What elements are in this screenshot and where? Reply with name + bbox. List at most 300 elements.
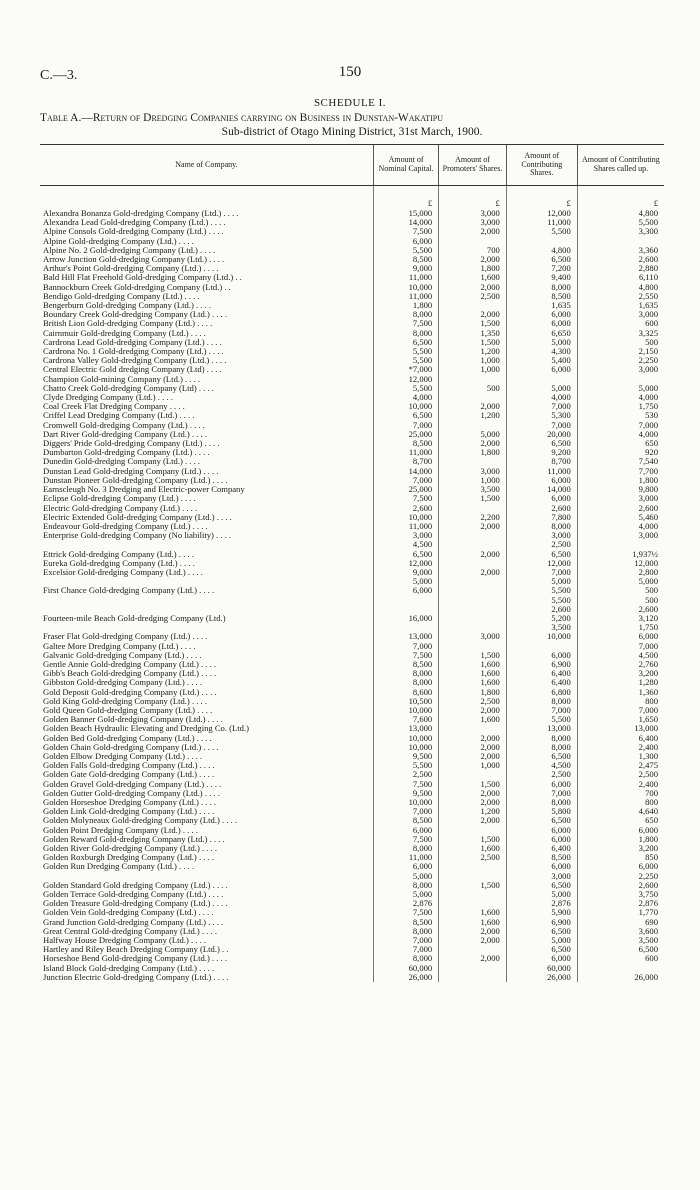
- promoters-shares-cell: [439, 724, 507, 733]
- promoters-shares-cell: 2,000: [439, 743, 507, 752]
- promoters-shares-cell: 3,000: [439, 218, 507, 227]
- table-row: [40, 780, 664, 789]
- promoters-shares-cell: [439, 945, 507, 954]
- nominal-capital-cell: 14,000: [373, 467, 438, 476]
- company-name-cell: Golden Standard Gold dredging Company (Ltd.) . . . .: [43, 880, 228, 890]
- company-name-cell: Golden Link Gold-dredging Company (Ltd.) . . . .: [43, 807, 215, 817]
- company-name-cell: Golden Treasure Gold-dredging Company (Ltd.) . . . .: [43, 899, 228, 909]
- contributing-shares-cell: 6,500: [506, 945, 577, 954]
- table-row: [40, 504, 664, 513]
- contributing-shares-cell: 6,500: [506, 752, 577, 761]
- called-up-cell: 5,000: [577, 384, 664, 393]
- called-up-cell: 6,000: [577, 632, 664, 641]
- called-up-cell: 2,400: [577, 743, 664, 752]
- called-up-cell: 3,500: [577, 936, 664, 945]
- company-name-cell: Gold Queen Gold-dredging Company (Ltd.) . . . .: [43, 705, 213, 715]
- table-row: [40, 329, 664, 338]
- contributing-shares-cell: 3,000: [506, 531, 577, 540]
- table-row: [40, 513, 664, 522]
- contributing-shares-cell: 8,000: [506, 798, 577, 807]
- promoters-shares-cell: 1,600: [439, 273, 507, 282]
- called-up-cell: 3,360: [577, 246, 664, 255]
- promoters-shares-cell: [439, 237, 507, 246]
- promoters-shares-cell: 1,600: [439, 678, 507, 687]
- company-name-cell: Boundary Creek Gold-dredging Company (Ltd.) . . . .: [43, 310, 228, 320]
- table-row: [40, 586, 664, 595]
- called-up-cell: 530: [577, 411, 664, 420]
- contributing-shares-cell: 4,800: [506, 246, 577, 255]
- called-up-cell: 650: [577, 816, 664, 825]
- company-name-cell: Halfway House Dredging Company (Ltd.) . . . .: [43, 936, 207, 946]
- table-row: [40, 319, 664, 328]
- contributing-shares-cell: 7,800: [506, 513, 577, 522]
- contributing-shares-cell: 1,635: [506, 301, 577, 310]
- called-up-cell: 800: [577, 697, 664, 706]
- nominal-capital-cell: 13,000: [373, 724, 438, 733]
- contributing-shares-cell: 11,000: [506, 218, 577, 227]
- nominal-capital-cell: 7,500: [373, 651, 438, 660]
- called-up-cell: 3,600: [577, 927, 664, 936]
- nominal-capital-cell: 10,000: [373, 402, 438, 411]
- nominal-capital-cell: 8,000: [373, 844, 438, 853]
- called-up-cell: 1,360: [577, 688, 664, 697]
- table-row: [40, 816, 664, 825]
- contributing-shares-cell: 12,000: [506, 209, 577, 218]
- nominal-capital-cell: 9,000: [373, 264, 438, 273]
- table-row: [40, 218, 664, 227]
- company-name-cell: Golden Gate Gold-dredging Company (Ltd.) . . . .: [43, 770, 215, 780]
- contributing-shares-cell: 8,000: [506, 697, 577, 706]
- table-row: [40, 246, 664, 255]
- table-row: [40, 918, 664, 927]
- nominal-capital-cell: 10,000: [373, 283, 438, 292]
- promoters-shares-cell: 2,000: [439, 954, 507, 963]
- contributing-shares-cell: 8,500: [506, 292, 577, 301]
- nominal-capital-cell: 15,000: [373, 209, 438, 218]
- nominal-capital-cell: 25,000: [373, 430, 438, 439]
- called-up-cell: 500: [577, 586, 664, 595]
- called-up-cell: 1,635: [577, 301, 664, 310]
- company-name-cell: Bannockburn Creek Gold-dredging Company (Ltd.) . .: [43, 282, 231, 292]
- nominal-capital-cell: 6,000: [373, 237, 438, 246]
- table-row: [40, 393, 664, 402]
- called-up-cell: 3,000: [577, 494, 664, 503]
- promoters-shares-cell: [439, 531, 507, 540]
- company-name-cell: Eureka Gold-dredging Company (Ltd.) . . . .: [43, 558, 195, 568]
- contributing-shares-cell: 20,000: [506, 430, 577, 439]
- company-name-cell: Gentle Annie Gold-dredging Company (Ltd.) . . . .: [43, 659, 217, 669]
- table-row: [40, 347, 664, 356]
- contributing-shares-cell: 8,500: [506, 853, 577, 862]
- table-row: [40, 954, 664, 963]
- company-name-cell: Golden Horseshoe Dredging Company (Ltd.) . . . .: [43, 798, 217, 807]
- contributing-shares-cell: 7,000: [506, 402, 577, 411]
- company-name-cell: Fraser Flat Gold-dredging Company (Ltd.) . . . .: [43, 632, 208, 642]
- table-row: [40, 614, 664, 623]
- promoters-shares-cell: 1,600: [439, 918, 507, 927]
- table-row: [40, 945, 664, 954]
- nominal-capital-cell: 2,600: [373, 504, 438, 513]
- called-up-cell: 2,876: [577, 899, 664, 908]
- contributing-shares-cell: [506, 642, 577, 651]
- company-name-cell: Golden Vein Gold-dredging Company (Ltd.) . . . .: [43, 908, 214, 918]
- contributing-shares-cell: 5,500: [506, 586, 577, 595]
- promoters-shares-cell: [439, 642, 507, 651]
- table-row: [40, 651, 664, 660]
- nominal-capital-cell: 10,000: [373, 734, 438, 743]
- company-name-cell: Dunedin Gold-dredging Company (Ltd.) . . . .: [43, 457, 201, 467]
- table-row: [40, 936, 664, 945]
- company-name-cell: Horseshoe Bend Gold-dredging Company (Ltd.) . . . .: [43, 954, 228, 964]
- contributing-shares-cell: 6,400: [506, 669, 577, 678]
- table-title-line-2: Sub-district of Otago Mining District, 31st March, 1900.: [221, 126, 483, 138]
- promoters-shares-cell: 1,500: [439, 780, 507, 789]
- table-row: [40, 872, 664, 881]
- table-row: [40, 596, 664, 605]
- promoters-shares-cell: 1,000: [439, 365, 507, 374]
- nominal-capital-cell: 8,600: [373, 688, 438, 697]
- contributing-shares-cell: 8,000: [506, 283, 577, 292]
- contributing-shares-cell: 3,000: [506, 872, 577, 881]
- company-name-cell: Golden Molyneaux Gold-dredging Company (Ltd.) . . . .: [43, 816, 238, 826]
- contributing-shares-cell: 6,500: [506, 927, 577, 936]
- promoters-shares-cell: 2,000: [439, 255, 507, 264]
- called-up-cell: 2,760: [577, 660, 664, 669]
- promoters-shares-cell: 1,200: [439, 411, 507, 420]
- contributing-shares-cell: 5,500: [506, 227, 577, 236]
- company-name-cell: Golden Beach Hydraulic Elevating and Dredging Co. (Ltd.): [43, 724, 249, 734]
- nominal-capital-cell: 11,000: [373, 448, 438, 457]
- called-up-cell: 5,500: [577, 218, 664, 227]
- called-up-cell: 4,000: [577, 393, 664, 402]
- nominal-capital-cell: 4,500: [373, 540, 438, 549]
- nominal-capital-cell: 7,500: [373, 227, 438, 236]
- called-up-cell: 2,600: [577, 255, 664, 264]
- contributing-shares-cell: 4,500: [506, 761, 577, 770]
- company-name-cell: Endeavour Gold-dredging Company (Ltd.) . . . .: [43, 521, 208, 531]
- contributing-shares-cell: 6,900: [506, 660, 577, 669]
- table-row: [40, 669, 664, 678]
- contributing-shares-cell: 6,000: [506, 826, 577, 835]
- company-name-cell: Golden Elbow Dredging Company (Ltd.) . . . .: [43, 751, 203, 761]
- company-name-cell: Bendigo Gold-dredging Company (Ltd.) . . . .: [43, 291, 200, 301]
- nominal-capital-cell: 8,000: [373, 310, 438, 319]
- promoters-shares-cell: 2,500: [439, 697, 507, 706]
- nominal-capital-cell: 5,000: [373, 872, 438, 881]
- table-row: [40, 310, 664, 319]
- company-name-cell: Gold King Gold-dredging Company (Ltd.) . . . .: [43, 696, 207, 706]
- company-name-cell: Island Block Gold-dredging Company (Ltd.) . . . .: [43, 963, 215, 973]
- company-name-cell: Alexandra Bonanza Gold-dredging Company (Ltd.) . . . .: [43, 209, 239, 218]
- unit-cell: £: [577, 198, 664, 209]
- nominal-capital-cell: 8,500: [373, 660, 438, 669]
- nominal-capital-cell: 5,000: [373, 577, 438, 586]
- table-row: [40, 237, 664, 246]
- contributing-shares-cell: 5,500: [506, 715, 577, 724]
- called-up-cell: 690: [577, 918, 664, 927]
- table-row: [40, 927, 664, 936]
- called-up-cell: 5,000: [577, 577, 664, 586]
- promoters-shares-cell: 2,000: [439, 734, 507, 743]
- nominal-capital-cell: 8,500: [373, 918, 438, 927]
- company-name-cell: Diggers' Pride Gold-dredging Company (Ltd.) . . . .: [43, 439, 220, 449]
- promoters-shares-cell: 1,200: [439, 807, 507, 816]
- contributing-shares-cell: 5,900: [506, 908, 577, 917]
- contributing-shares-cell: 7,200: [506, 264, 577, 273]
- nominal-capital-cell: 5,500: [373, 384, 438, 393]
- promoters-shares-cell: [439, 457, 507, 466]
- promoters-shares-cell: 2,000: [439, 936, 507, 945]
- nominal-capital-cell: 11,000: [373, 522, 438, 531]
- promoters-shares-cell: [439, 899, 507, 908]
- contributing-shares-cell: 6,000: [506, 954, 577, 963]
- table-row: [40, 798, 664, 807]
- called-up-cell: 2,600: [577, 881, 664, 890]
- called-up-cell: 7,000: [577, 642, 664, 651]
- nominal-capital-cell: 8,000: [373, 881, 438, 890]
- promoters-shares-cell: 1,600: [439, 715, 507, 724]
- company-name-cell: Arrow Junction Gold-dredging Company (Ltd.) . . . .: [43, 255, 225, 265]
- called-up-cell: 1,800: [577, 835, 664, 844]
- company-name-cell: Enterprise Gold-dredging Company (No liability) . . . .: [43, 531, 232, 541]
- table-row: [40, 411, 664, 420]
- contributing-shares-cell: 4,000: [506, 393, 577, 402]
- nominal-capital-cell: 5,000: [373, 890, 438, 899]
- promoters-shares-cell: 1,000: [439, 476, 507, 485]
- company-name-cell: Cromwell Gold-dredging Company (Ltd.) . . . .: [43, 420, 205, 430]
- company-name-cell: Golden Terrace Gold-dredging Company (Ltd.) . . . .: [43, 890, 224, 900]
- table-row: [40, 540, 664, 549]
- called-up-cell: 1,800: [577, 476, 664, 485]
- nominal-capital-cell: 10,000: [373, 706, 438, 715]
- promoters-shares-cell: 2,500: [439, 853, 507, 862]
- company-name-cell: Alpine No. 2 Gold-dredging Company (Ltd.) . . . .: [43, 245, 216, 255]
- contributing-shares-cell: 2,500: [506, 770, 577, 779]
- promoters-shares-cell: 1,600: [439, 844, 507, 853]
- contributing-shares-cell: [506, 375, 577, 384]
- table-row: [40, 365, 664, 374]
- table-row: [40, 890, 664, 899]
- contributing-shares-cell: 5,200: [506, 614, 577, 623]
- contributing-shares-cell: 11,000: [506, 467, 577, 476]
- contributing-shares-cell: 8,700: [506, 457, 577, 466]
- promoters-shares-cell: 3,000: [439, 632, 507, 641]
- promoters-shares-cell: 1,800: [439, 264, 507, 273]
- called-up-cell: 650: [577, 439, 664, 448]
- called-up-cell: 850: [577, 853, 664, 862]
- called-up-cell: [577, 964, 664, 973]
- called-up-cell: 1,280: [577, 678, 664, 687]
- promoters-shares-cell: 1,200: [439, 347, 507, 356]
- nominal-capital-cell: 8,000: [373, 954, 438, 963]
- nominal-capital-cell: 11,000: [373, 292, 438, 301]
- contributing-shares-cell: 6,800: [506, 688, 577, 697]
- called-up-cell: 1,770: [577, 908, 664, 917]
- called-up-cell: 3,750: [577, 890, 664, 899]
- promoters-shares-cell: 3,000: [439, 209, 507, 218]
- company-name-cell: Electric Gold-dredging Company (Ltd.) . . . .: [43, 503, 198, 513]
- contributing-shares-cell: 12,000: [506, 559, 577, 568]
- called-up-cell: 7,540: [577, 457, 664, 466]
- nominal-capital-cell: 7,000: [373, 936, 438, 945]
- table-row: [40, 835, 664, 844]
- company-name-cell: Chatto Creek Gold-dredging Company (Ltd) . . . .: [43, 383, 214, 393]
- table-row: [40, 467, 664, 476]
- promoters-shares-cell: 2,000: [439, 310, 507, 319]
- called-up-cell: 3,120: [577, 614, 664, 623]
- contributing-shares-cell: 9,200: [506, 448, 577, 457]
- table-row: [40, 476, 664, 485]
- contributing-shares-cell: 10,000: [506, 632, 577, 641]
- promoters-shares-cell: [439, 770, 507, 779]
- called-up-cell: 3,200: [577, 669, 664, 678]
- company-name-cell: Hartley and Riley Beach Dredging Company (Ltd.) . .: [43, 945, 229, 955]
- promoters-shares-cell: 1,500: [439, 338, 507, 347]
- column-header-nominal-capital: Amount of Nominal Capital.: [373, 145, 438, 186]
- company-name-cell: Golden Run Dredging Company (Ltd.) . . . .: [43, 862, 195, 872]
- promoters-shares-cell: [439, 577, 507, 586]
- promoters-shares-cell: 2,500: [439, 292, 507, 301]
- table-row: [40, 338, 664, 347]
- unit-cell: £: [439, 198, 507, 209]
- contributing-shares-cell: 6,400: [506, 844, 577, 853]
- company-name-cell: Golden Banner Gold-dredging Company (Ltd.) . . . .: [43, 715, 223, 725]
- promoters-shares-cell: 2,000: [439, 816, 507, 825]
- promoters-shares-cell: [439, 964, 507, 973]
- nominal-capital-cell: 2,500: [373, 770, 438, 779]
- called-up-cell: 7,700: [577, 467, 664, 476]
- promoters-shares-cell: 700: [439, 246, 507, 255]
- nominal-capital-cell: 8,500: [373, 255, 438, 264]
- contributing-shares-cell: 6,000: [506, 835, 577, 844]
- called-up-cell: 2,150: [577, 347, 664, 356]
- company-name-cell: Golden Gutter Gold-dredging Company (Ltd.) . . . .: [43, 788, 220, 798]
- nominal-capital-cell: 8,000: [373, 678, 438, 687]
- promoters-shares-cell: [439, 862, 507, 871]
- promoters-shares-cell: 1,800: [439, 448, 507, 457]
- table-row: [40, 439, 664, 448]
- called-up-cell: 4,800: [577, 209, 664, 218]
- promoters-shares-cell: 1,500: [439, 494, 507, 503]
- table-row: [40, 550, 664, 559]
- contributing-shares-cell: 6,650: [506, 329, 577, 338]
- promoters-shares-cell: 1,000: [439, 761, 507, 770]
- called-up-cell: 800: [577, 798, 664, 807]
- promoters-shares-cell: 1,600: [439, 669, 507, 678]
- contributing-shares-cell: 9,400: [506, 273, 577, 282]
- table-row: [40, 494, 664, 503]
- called-up-cell: 1,937½: [577, 550, 664, 559]
- company-name-cell: Galtee More Dredging Company (Ltd.) . . . .: [43, 641, 196, 651]
- nominal-capital-cell: 7,500: [373, 908, 438, 917]
- contributing-shares-cell: 5,000: [506, 577, 577, 586]
- promoters-shares-cell: [439, 973, 507, 982]
- promoters-shares-cell: 2,000: [439, 439, 507, 448]
- called-up-cell: 2,550: [577, 292, 664, 301]
- company-name-cell: [40, 577, 373, 586]
- table-row: [40, 301, 664, 310]
- promoters-shares-cell: 2,000: [439, 227, 507, 236]
- promoters-shares-cell: [439, 393, 507, 402]
- contributing-shares-cell: 8,000: [506, 743, 577, 752]
- contributing-shares-cell: 5,300: [506, 411, 577, 420]
- column-header-name: Name of Company.: [40, 145, 373, 186]
- table-row: [40, 283, 664, 292]
- promoters-shares-cell: [439, 421, 507, 430]
- table-row: [40, 559, 664, 568]
- contributing-shares-cell: 2,600: [506, 504, 577, 513]
- nominal-capital-cell: 9,000: [373, 568, 438, 577]
- contributing-shares-cell: [506, 237, 577, 246]
- company-name-cell: Gibbston Gold-dredging Company (Ltd.) . . . .: [43, 678, 202, 688]
- called-up-cell: 13,000: [577, 724, 664, 733]
- schedule-heading: SCHEDULE I.: [313, 97, 387, 109]
- called-up-cell: 3,000: [577, 365, 664, 374]
- called-up-cell: 600: [577, 319, 664, 328]
- table-row: [40, 678, 664, 687]
- table-row: [40, 734, 664, 743]
- nominal-capital-cell: 60,000: [373, 964, 438, 973]
- nominal-capital-cell: 7,500: [373, 319, 438, 328]
- promoters-shares-cell: [439, 605, 507, 614]
- called-up-cell: 3,000: [577, 531, 664, 540]
- table-row: [40, 697, 664, 706]
- table-row: [40, 384, 664, 393]
- contributing-shares-cell: 5,000: [506, 338, 577, 347]
- table-row: [40, 715, 664, 724]
- nominal-capital-cell: 5,500: [373, 761, 438, 770]
- contributing-shares-cell: 6,000: [506, 310, 577, 319]
- table-row: [40, 264, 664, 273]
- promoters-shares-cell: 1,600: [439, 660, 507, 669]
- nominal-capital-cell: 6,000: [373, 826, 438, 835]
- contributing-shares-cell: 6,000: [506, 494, 577, 503]
- promoters-shares-cell: 2,000: [439, 402, 507, 411]
- company-name-cell: Alpine Consols Gold-dredging Company (Ltd.) . . . .: [43, 227, 224, 237]
- contributing-shares-cell: 6,900: [506, 918, 577, 927]
- page-number: 150: [338, 64, 362, 80]
- contributing-shares-cell: 7,000: [506, 421, 577, 430]
- nominal-capital-cell: [373, 605, 438, 614]
- called-up-cell: 2,600: [577, 605, 664, 614]
- company-name-cell: Cairnmuir Gold-dredging Company (Ltd.) . . . .: [43, 328, 206, 338]
- contributing-shares-cell: 5,800: [506, 807, 577, 816]
- company-name-cell: Golden River Gold-dredging Company (Ltd.) . . . .: [43, 844, 217, 854]
- table-row: [40, 844, 664, 853]
- table-row: [40, 881, 664, 890]
- table-row: [40, 632, 664, 641]
- contributing-shares-cell: 26,000: [506, 973, 577, 982]
- contributing-shares-cell: 5,500: [506, 596, 577, 605]
- company-name-cell: Golden Reward Gold-dredging Company (Ltd.) . . . .: [43, 834, 225, 844]
- contributing-shares-cell: 4,300: [506, 347, 577, 356]
- table-row: [40, 724, 664, 733]
- company-name-cell: Golden Bed Gold-dredging Company (Ltd.) . . . .: [43, 733, 212, 743]
- company-name-cell: Earnscleugh No. 3 Dredging and Electric-power Company: [43, 485, 245, 495]
- table-row: [40, 908, 664, 917]
- nominal-capital-cell: [373, 596, 438, 605]
- company-name-cell: Alpine Gold-dredging Company (Ltd.) . . . .: [43, 236, 194, 246]
- table-row: [40, 826, 664, 835]
- nominal-capital-cell: 4,000: [373, 393, 438, 402]
- called-up-cell: 600: [577, 954, 664, 963]
- table-row: [40, 853, 664, 862]
- called-up-cell: 3,000: [577, 310, 664, 319]
- company-name-cell: Excelsior Gold-dredging Company (Ltd.) . . . .: [43, 567, 203, 577]
- table-row: [40, 255, 664, 264]
- promoters-shares-cell: 1,800: [439, 688, 507, 697]
- nominal-capital-cell: 9,500: [373, 789, 438, 798]
